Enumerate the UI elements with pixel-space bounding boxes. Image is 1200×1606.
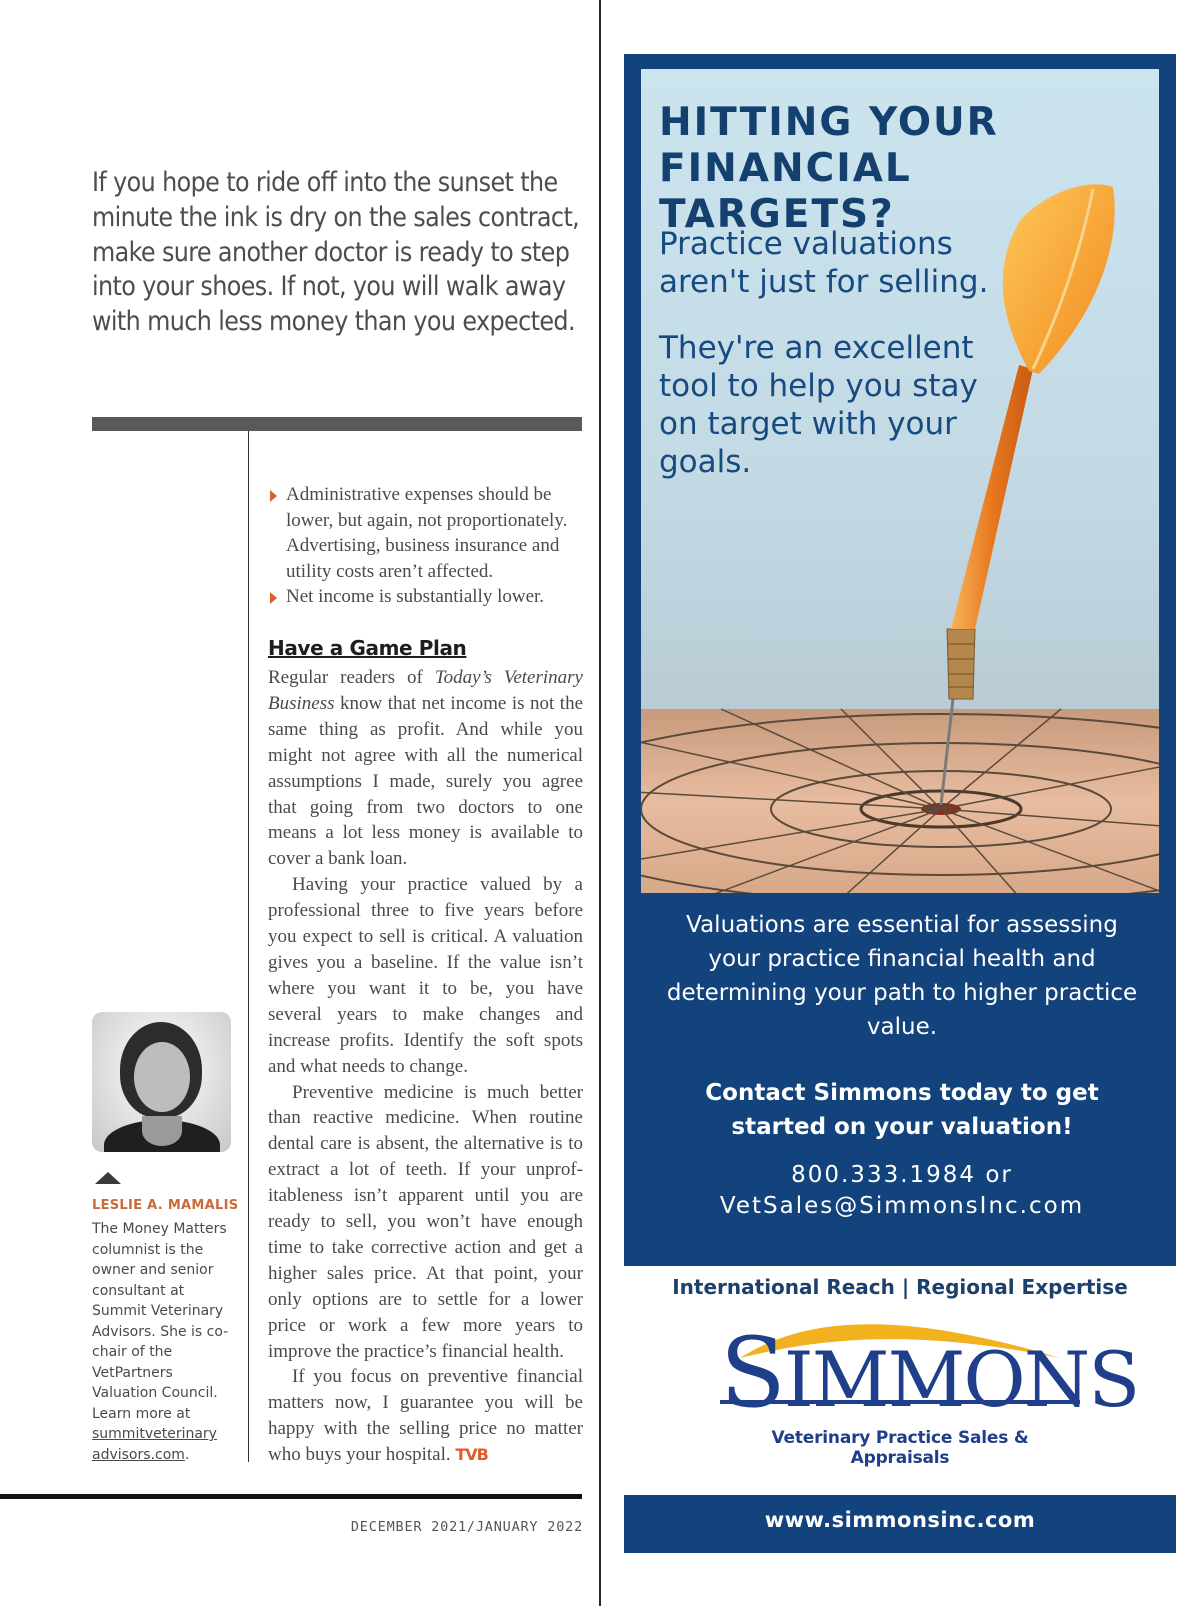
section-divider-bar bbox=[92, 417, 582, 431]
ad-email[interactable]: VetSales@SimmonsInc.com bbox=[719, 1193, 1085, 1219]
page-gutter-rule bbox=[599, 0, 601, 1606]
list-item: Net income is substantially lower. bbox=[268, 584, 584, 610]
column-rule bbox=[248, 431, 249, 1462]
article-body bbox=[268, 665, 583, 1468]
author-website-link[interactable]: summitveterinary advisors.com bbox=[92, 1426, 217, 1463]
triangle-up-icon bbox=[95, 1172, 121, 1184]
ad-headline: HITTING YOUR FINANCIAL TARGETS? bbox=[659, 100, 999, 237]
simmons-logo: SIMMONS bbox=[720, 1317, 1139, 1429]
ad-call-to-action: Contact Simmons today to get started on your valuation! bbox=[705, 1080, 1099, 1140]
author-bio: The Money Matters columnist is the owner and senior consultant at Summit Veterinary Advisors. She is co-chair of the VetPartners Valuation Council. Learn more at summitveterinary advisors.com. bbox=[92, 1221, 229, 1463]
body-paragraph: Regular readers of Today’s Veterinary Business know that net income is not the same thing as profit. And while you might not agree with all the numerical assumptions I made, surely you agree that going from two doctors to one means a lot less money is available to cover a bank loan. bbox=[268, 667, 583, 870]
list-item: Administrative expenses should be lower, but again, not proportionately. Advertising, business insurance and utility costs aren’t affected. bbox=[268, 482, 584, 584]
ad-contact bbox=[640, 1160, 1164, 1222]
end-mark-logo: TVB bbox=[455, 1445, 488, 1465]
ad-subheading: Practice valuations aren't just for selling. bbox=[659, 226, 989, 300]
author-name: LESLIE A. MAMALIS bbox=[92, 1198, 239, 1213]
body-paragraph: Having your practice valued by a professional three to five years before you expect to sell is critical. A valuation gives you a baseline. If the value isn’t where you want it to be, you have several years to make changes and increase profits. Identify the soft spots and what needs to change. bbox=[268, 874, 583, 1077]
ad-body-text: Valuations are essential for assessing your practice financial health and determining your path to higher practice value. bbox=[666, 912, 1138, 1040]
ad-website-link[interactable]: www.simmonsinc.com bbox=[764, 1508, 1036, 1532]
bullet-arrow-icon bbox=[270, 592, 277, 604]
body-paragraph: Preventive medicine is much better than reactive medicine. When routine dental care is absent, the alternative is to extract a lot of teeth. If your unprofitableness isn’t apparent until you are ready to sell, you won’t have enough time to take corrective action and get a higher sales price. At that point, your only options are to settle for a lower price or work a few more years to improve the practice’s financial health. bbox=[268, 1081, 583, 1362]
author-photo bbox=[92, 1012, 231, 1152]
bullet-list bbox=[268, 482, 584, 610]
ad-tagline: International Reach | Regional Expertise bbox=[672, 1275, 1128, 1299]
issue-date: DECEMBER 2021/JANUARY 2022 bbox=[350, 1519, 583, 1535]
body-paragraph: If you focus on preventive financial matters now, I guarantee you will be happy with the selling price no matter who buys your hospital. TVB bbox=[268, 1366, 583, 1466]
ad-subheading-2: They're an excellent tool to help you stay on target with your goals. bbox=[659, 330, 978, 480]
ad-phone[interactable]: 800.333.1984 or bbox=[791, 1162, 1013, 1188]
pull-quote: If you hope to ride off into the sunset the minute the ink is dry on the sales contract, make sure another doctor is ready to step into your shoes. If not, you will walk away with much less money than you expected. bbox=[92, 167, 580, 338]
footer-rule bbox=[0, 1494, 582, 1499]
publication-title: Today’s Veterinary Business bbox=[268, 667, 583, 714]
section-heading: Have a Game Plan bbox=[268, 636, 467, 660]
bullet-arrow-icon bbox=[270, 490, 277, 502]
logo-subtitle: Veterinary Practice Sales & Appraisals bbox=[771, 1428, 1029, 1468]
